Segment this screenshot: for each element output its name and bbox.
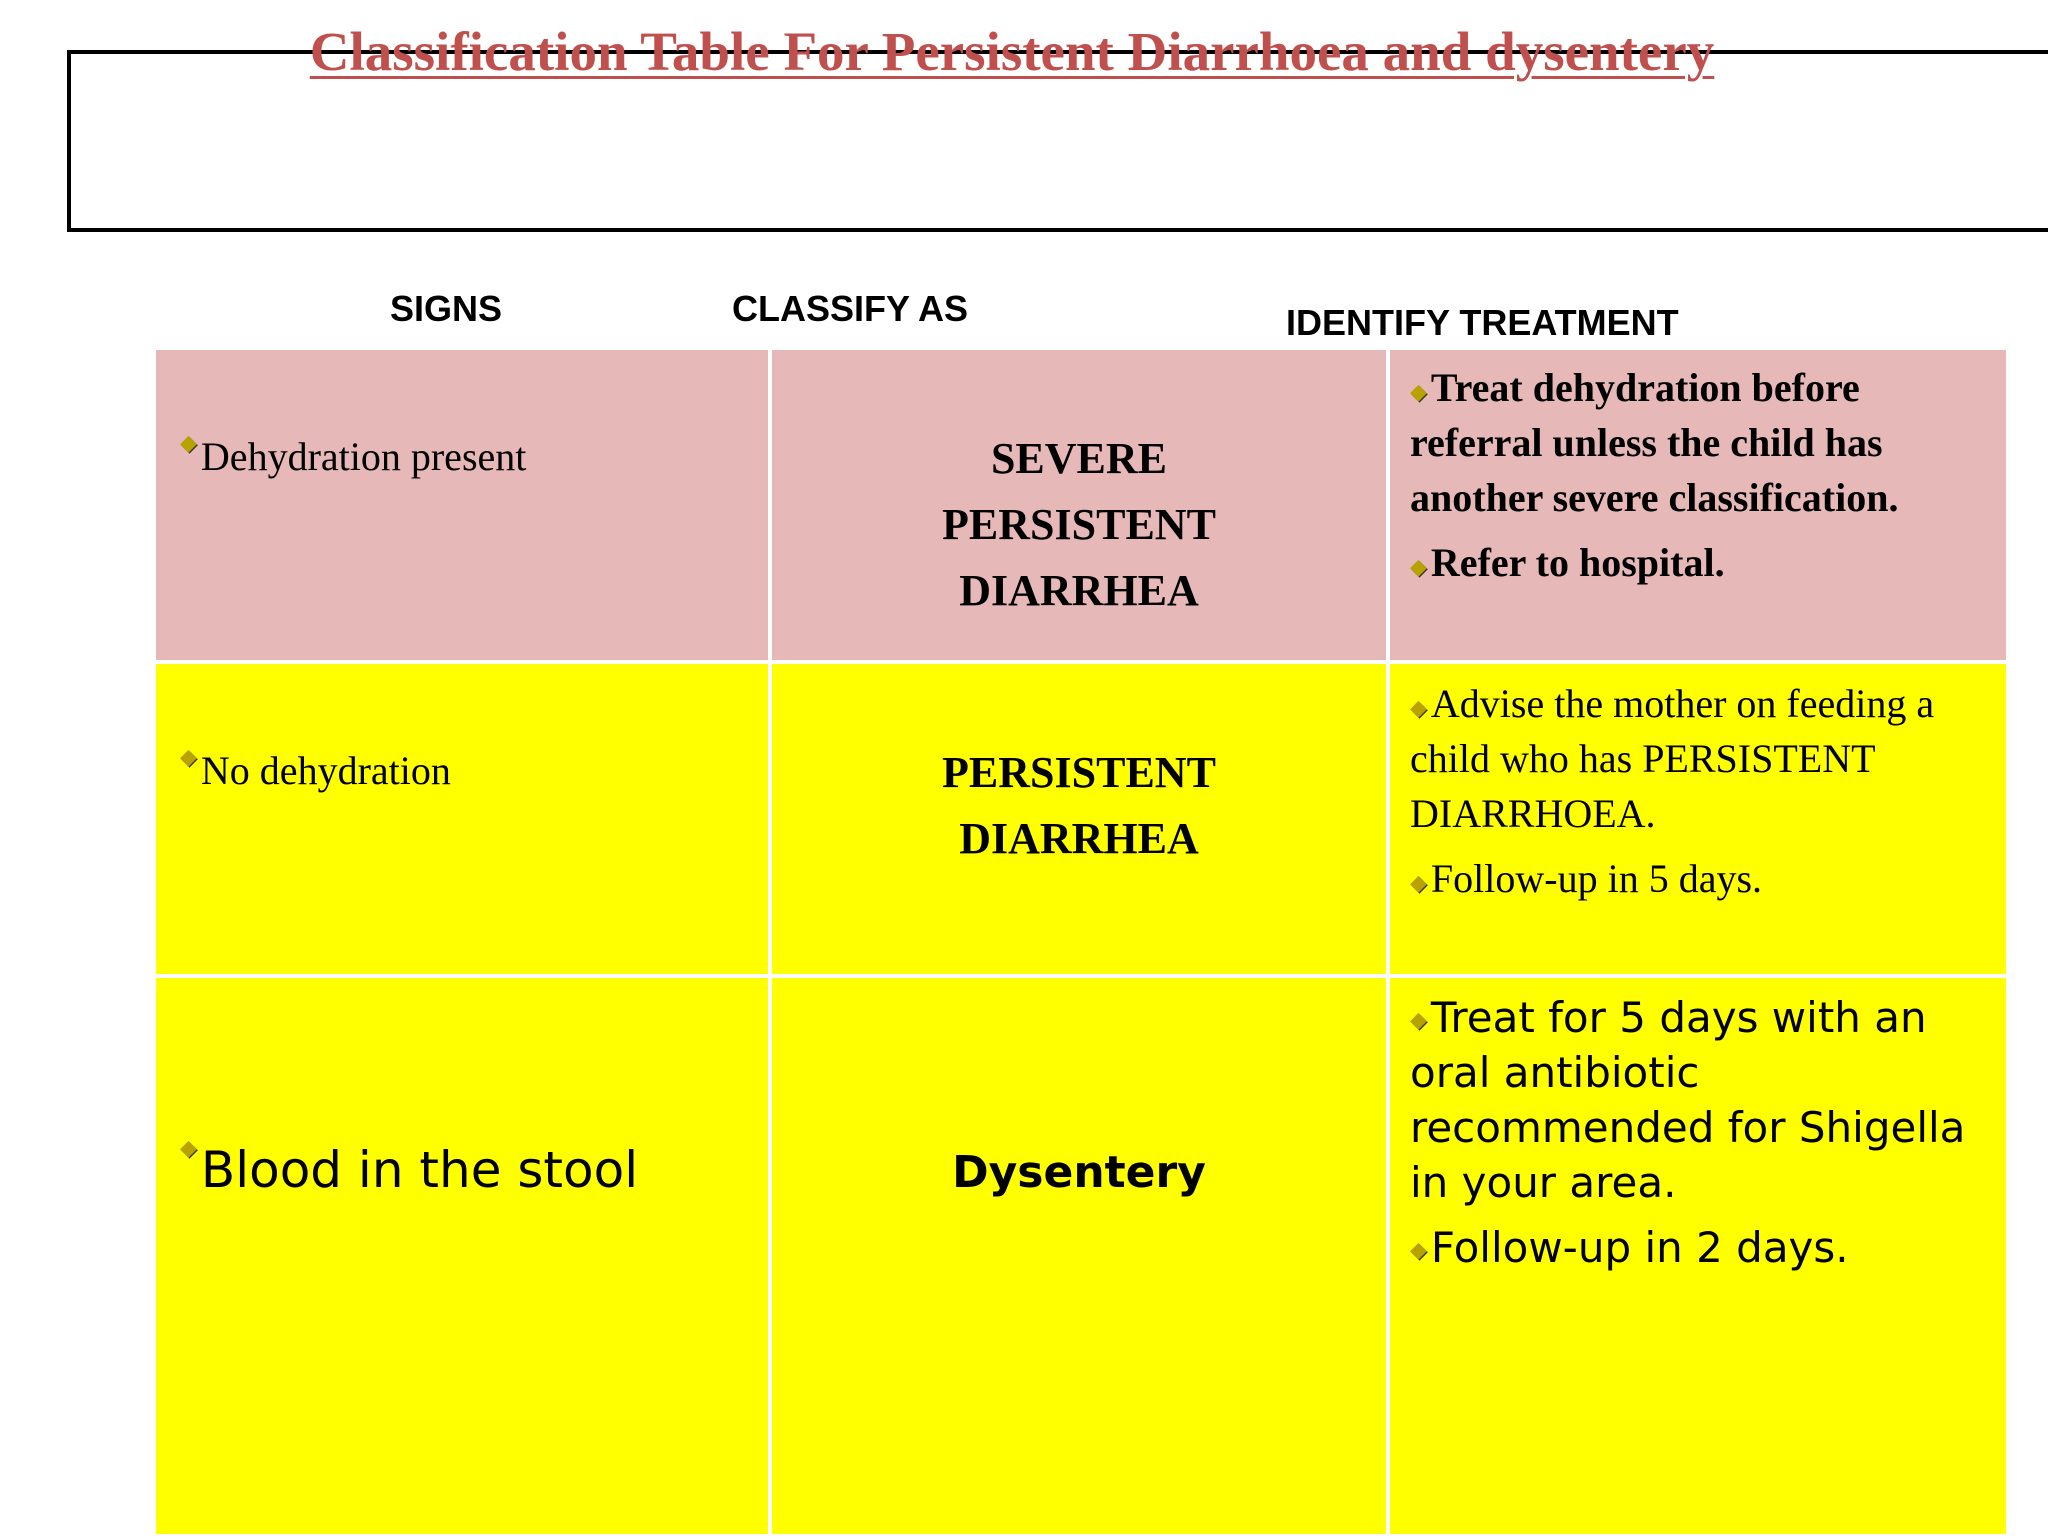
- header-identify-treatment: IDENTIFY TREATMENT: [1286, 302, 1679, 343]
- sign-text: Dehydration present: [200, 434, 527, 479]
- page-title: Classification Table For Persistent Diarrhoea and dysentery: [309, 21, 1715, 82]
- treatment-text: Follow-up in 5 days.: [1430, 856, 1763, 901]
- diamond-bullet-icon: ◆: [1410, 1237, 1427, 1263]
- list-item: [180, 746, 451, 796]
- table-cell-sign: [154, 662, 770, 976]
- classification-line: PERSISTENT: [942, 500, 1216, 549]
- sign-text: No dehydration: [200, 748, 451, 793]
- diamond-bullet-icon: ◆: [1410, 378, 1427, 404]
- list-item: [1410, 990, 1992, 1210]
- table-cell-classification: [770, 976, 1388, 1536]
- diamond-bullet-icon: ◆: [1410, 553, 1427, 579]
- list-item: [1410, 676, 1992, 841]
- table-cell-treatment: [1388, 976, 2008, 1536]
- classification-line: SEVERE: [990, 434, 1168, 483]
- treatment-list: [1410, 360, 1992, 590]
- table-cell-classification: [770, 662, 1388, 976]
- table-cell-classification: [770, 348, 1388, 662]
- treatment-text: Treat for 5 days with an oral antibiotic recommended for Shigella in your area.: [1410, 993, 1966, 1207]
- classification-label: [772, 740, 1386, 872]
- treatment-list: [1410, 676, 1992, 906]
- diamond-bullet-icon: ◆: [180, 1136, 197, 1161]
- table-cell-treatment: [1388, 348, 2008, 662]
- table-cell-sign: [154, 976, 770, 1536]
- treatment-text: Treat dehydration before referral unless the child has another severe classification.: [1410, 365, 1899, 520]
- diamond-bullet-icon: ◆: [180, 744, 197, 769]
- classification-line: PERSISTENT: [942, 748, 1216, 797]
- classification-line: Dysentery: [952, 1147, 1206, 1198]
- sign-text: Blood in the stool: [200, 1141, 639, 1199]
- table-cell-treatment: [1388, 662, 2008, 976]
- list-item: [1410, 1220, 1992, 1275]
- list-item: [180, 1138, 638, 1202]
- treatment-list: [1410, 990, 1992, 1275]
- diamond-bullet-icon: ◆: [180, 430, 197, 455]
- table-cell-sign: [154, 348, 770, 662]
- header-signs: SIGNS: [390, 288, 503, 329]
- list-item: [180, 432, 526, 482]
- classification-table: [154, 348, 2008, 1536]
- classification-label: [772, 1140, 1386, 1206]
- classification-label: [772, 426, 1386, 624]
- header-classify-as: CLASSIFY AS: [732, 288, 969, 329]
- treatment-text: Refer to hospital.: [1430, 540, 1725, 585]
- diamond-bullet-icon: ◆: [1410, 694, 1427, 720]
- treatment-text: Follow-up in 2 days.: [1430, 1223, 1849, 1272]
- classification-line: DIARRHEA: [959, 814, 1199, 863]
- diamond-bullet-icon: ◆: [1410, 1007, 1427, 1033]
- list-item: [1410, 360, 1992, 525]
- list-item: [1410, 851, 1992, 906]
- classification-line: DIARRHEA: [959, 566, 1199, 615]
- diamond-bullet-icon: ◆: [1410, 869, 1427, 895]
- list-item: [1410, 535, 1992, 590]
- treatment-text: Advise the mother on feeding a child who has PERSISTENT DIARRHOEA.: [1410, 681, 1935, 836]
